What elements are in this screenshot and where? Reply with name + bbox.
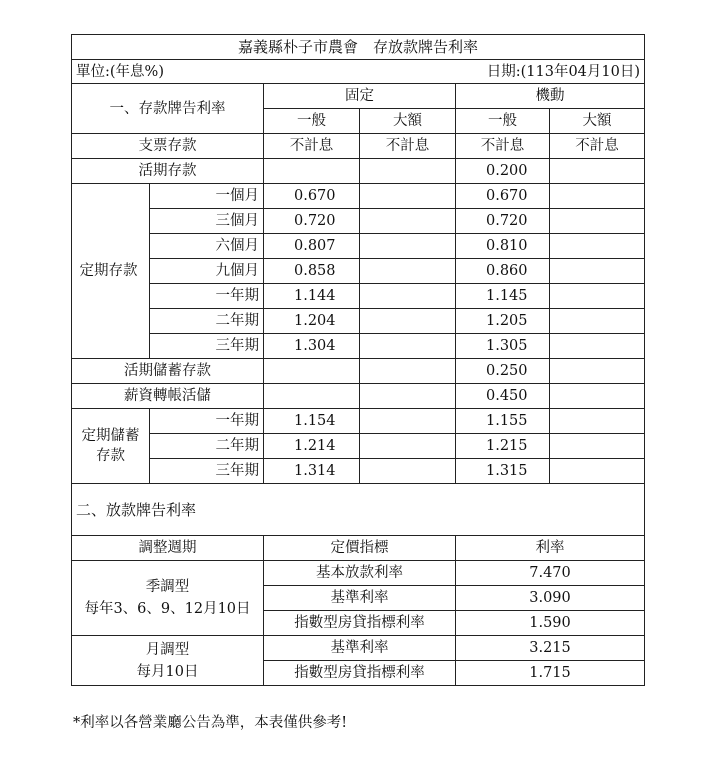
time-deposit-label: 定期存款 bbox=[72, 184, 150, 359]
floating-header: 機動 bbox=[456, 84, 645, 109]
empty-cell bbox=[264, 384, 360, 409]
table-row bbox=[72, 209, 645, 234]
float-rate: 1.305 bbox=[456, 334, 550, 359]
loan-rate: 3.215 bbox=[456, 636, 645, 661]
fixed-rate: 1.204 bbox=[264, 309, 360, 334]
float-rate: 0.670 bbox=[456, 184, 550, 209]
float-general-header: 一般 bbox=[456, 109, 550, 134]
demand-float-general: 0.200 bbox=[456, 159, 550, 184]
loan-index: 基本放款利率 bbox=[264, 561, 456, 586]
quarterly-label-line1: 季調型 bbox=[145, 579, 190, 595]
empty-cell bbox=[550, 309, 645, 334]
empty-cell bbox=[360, 209, 456, 234]
table-title: 嘉義縣朴子市農會 存放款牌告利率 bbox=[72, 35, 645, 60]
table-row bbox=[72, 434, 645, 459]
loan-section-title: 二、放款牌告利率 bbox=[72, 484, 645, 536]
float-rate: 0.720 bbox=[456, 209, 550, 234]
empty-cell bbox=[360, 359, 456, 384]
table-row bbox=[72, 259, 645, 284]
table-row bbox=[72, 184, 645, 209]
loan-index: 指數型房貸指標利率 bbox=[264, 661, 456, 686]
table-row bbox=[72, 234, 645, 259]
empty-cell bbox=[550, 234, 645, 259]
fixed-rate: 1.154 bbox=[264, 409, 360, 434]
table-row bbox=[72, 359, 645, 384]
empty-cell bbox=[550, 384, 645, 409]
unit-label: 單位:(年息%) bbox=[76, 63, 164, 80]
quarterly-label bbox=[72, 561, 264, 636]
table-row bbox=[72, 384, 645, 409]
payroll-float: 0.450 bbox=[456, 384, 550, 409]
term-label: 六個月 bbox=[150, 234, 264, 259]
term-label: 三年期 bbox=[150, 459, 264, 484]
table-row bbox=[72, 134, 645, 159]
loan-rate: 1.590 bbox=[456, 611, 645, 636]
empty-cell bbox=[360, 434, 456, 459]
table-row bbox=[72, 561, 645, 586]
float-rate: 1.205 bbox=[456, 309, 550, 334]
empty-cell bbox=[550, 209, 645, 234]
term-label: 九個月 bbox=[150, 259, 264, 284]
fixed-rate: 1.214 bbox=[264, 434, 360, 459]
table-row bbox=[72, 409, 645, 434]
empty-cell bbox=[360, 184, 456, 209]
empty-cell bbox=[360, 284, 456, 309]
time-savings-label bbox=[72, 409, 150, 484]
empty-cell bbox=[360, 459, 456, 484]
empty-cell bbox=[550, 284, 645, 309]
unit-date-row bbox=[72, 60, 645, 84]
checking-float-general: 不計息 bbox=[456, 134, 550, 159]
fixed-large-header: 大額 bbox=[360, 109, 456, 134]
rate-sheet bbox=[71, 34, 644, 686]
fixed-rate: 0.807 bbox=[264, 234, 360, 259]
term-label: 一年期 bbox=[150, 284, 264, 309]
term-label: 一個月 bbox=[150, 184, 264, 209]
table-row bbox=[72, 636, 645, 661]
checking-fixed-general: 不計息 bbox=[264, 134, 360, 159]
loan-period-header: 調整週期 bbox=[72, 536, 264, 561]
loan-index: 指數型房貸指標利率 bbox=[264, 611, 456, 636]
float-large-header: 大額 bbox=[550, 109, 645, 134]
float-rate: 1.145 bbox=[456, 284, 550, 309]
term-label: 三年期 bbox=[150, 334, 264, 359]
empty-cell bbox=[550, 409, 645, 434]
monthly-label-line2: 每月10日 bbox=[136, 663, 199, 680]
time-savings-label-line1: 定期儲蓄 bbox=[81, 428, 140, 444]
demand-fixed-large bbox=[360, 159, 456, 184]
demand-savings-float: 0.250 bbox=[456, 359, 550, 384]
empty-cell bbox=[264, 359, 360, 384]
empty-cell bbox=[550, 459, 645, 484]
empty-cell bbox=[550, 434, 645, 459]
loan-index: 基準利率 bbox=[264, 586, 456, 611]
empty-cell bbox=[550, 259, 645, 284]
fixed-header: 固定 bbox=[264, 84, 456, 109]
table-row bbox=[72, 284, 645, 309]
deposit-section-title: 一、存款牌告利率 bbox=[72, 84, 264, 134]
term-label: 二年期 bbox=[150, 434, 264, 459]
fixed-rate: 1.304 bbox=[264, 334, 360, 359]
checking-float-large: 不計息 bbox=[550, 134, 645, 159]
loan-rate-header: 利率 bbox=[456, 536, 645, 561]
monthly-label-line1: 月調型 bbox=[145, 641, 190, 658]
monthly-label bbox=[72, 636, 264, 686]
empty-cell bbox=[360, 309, 456, 334]
fixed-rate: 0.720 bbox=[264, 209, 360, 234]
empty-cell bbox=[360, 234, 456, 259]
fixed-rate: 0.858 bbox=[264, 259, 360, 284]
term-label: 一年期 bbox=[150, 409, 264, 434]
fixed-rate: 0.670 bbox=[264, 184, 360, 209]
fixed-rate: 1.144 bbox=[264, 284, 360, 309]
demand-float-large bbox=[550, 159, 645, 184]
fixed-general-header: 一般 bbox=[264, 109, 360, 134]
empty-cell bbox=[360, 334, 456, 359]
date-label: 日期:(113年04月10日) bbox=[486, 63, 641, 80]
demand-fixed-general bbox=[264, 159, 360, 184]
time-savings-label-line2: 存款 bbox=[96, 448, 125, 464]
float-rate: 0.860 bbox=[456, 259, 550, 284]
loan-rate: 3.090 bbox=[456, 586, 645, 611]
float-rate: 0.810 bbox=[456, 234, 550, 259]
table-row bbox=[72, 159, 645, 184]
term-label: 二年期 bbox=[150, 309, 264, 334]
empty-cell bbox=[360, 384, 456, 409]
loan-index: 基準利率 bbox=[264, 636, 456, 661]
loan-rate: 7.470 bbox=[456, 561, 645, 586]
empty-cell bbox=[360, 409, 456, 434]
table-row bbox=[72, 459, 645, 484]
table-row bbox=[72, 309, 645, 334]
float-rate: 1.315 bbox=[456, 459, 550, 484]
loan-rate: 1.715 bbox=[456, 661, 645, 686]
demand-label: 活期存款 bbox=[72, 159, 264, 184]
empty-cell bbox=[360, 259, 456, 284]
empty-cell bbox=[550, 184, 645, 209]
fixed-rate: 1.314 bbox=[264, 459, 360, 484]
table-row bbox=[72, 334, 645, 359]
empty-cell bbox=[550, 334, 645, 359]
checking-label: 支票存款 bbox=[72, 134, 264, 159]
term-label: 三個月 bbox=[150, 209, 264, 234]
float-rate: 1.155 bbox=[456, 409, 550, 434]
footnote: *利率以各營業廳公告為準，本表僅供參考! bbox=[73, 715, 348, 731]
loan-index-header: 定價指標 bbox=[264, 536, 456, 561]
rate-table bbox=[71, 34, 645, 686]
checking-fixed-large: 不計息 bbox=[360, 134, 456, 159]
quarterly-label-line2: 每年3、6、9、12月10日 bbox=[84, 601, 251, 617]
empty-cell bbox=[550, 359, 645, 384]
demand-savings-label: 活期儲蓄存款 bbox=[72, 359, 264, 384]
payroll-label: 薪資轉帳活儲 bbox=[72, 384, 264, 409]
float-rate: 1.215 bbox=[456, 434, 550, 459]
